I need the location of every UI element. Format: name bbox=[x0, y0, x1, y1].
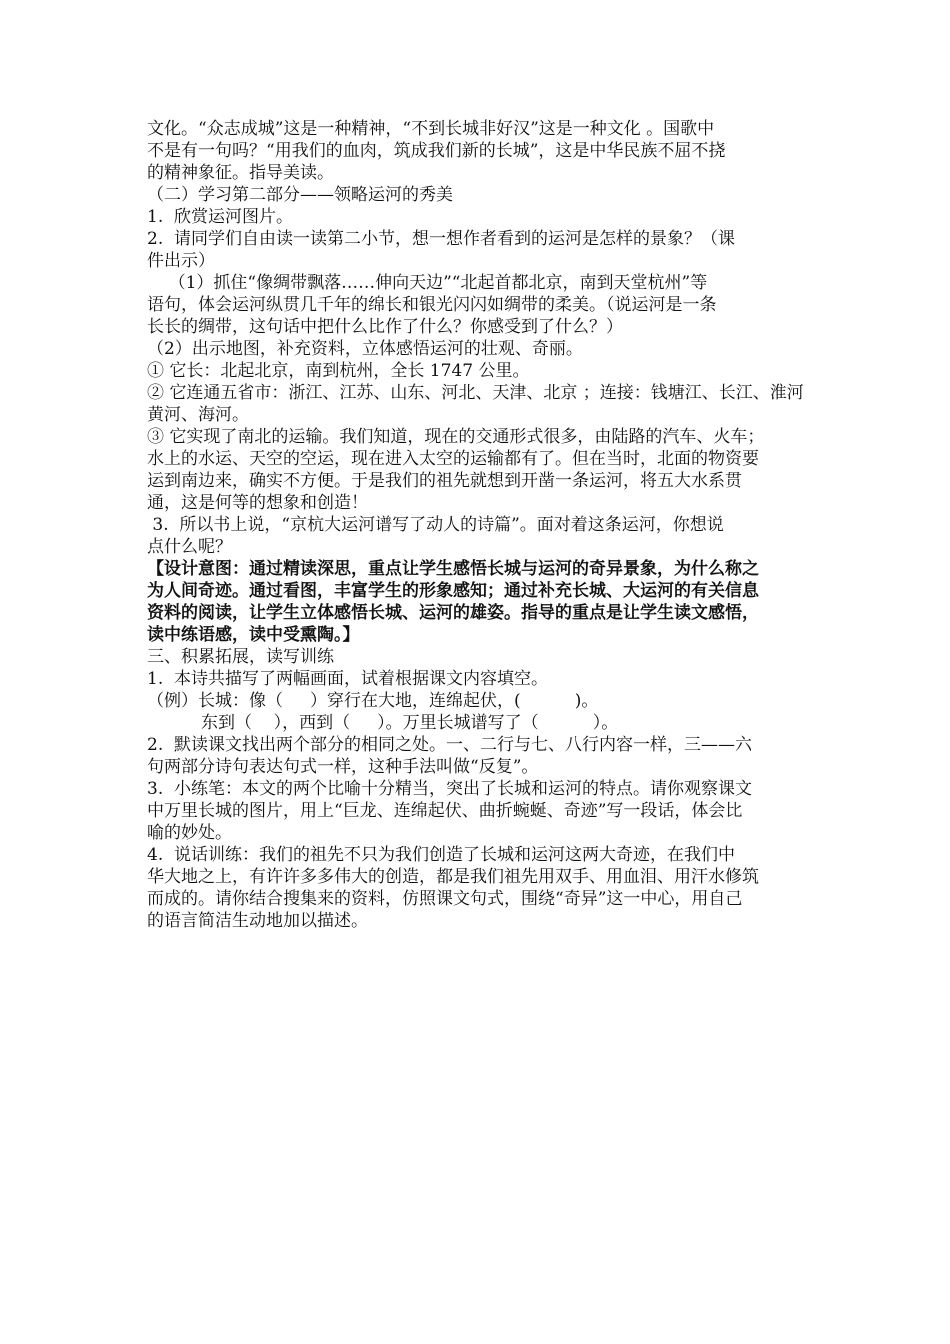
text-line: 喻的妙处。 bbox=[147, 823, 232, 843]
fill-blank-line: （例）长城：像（ ）穿行在大地，连绵起伏，( )。 bbox=[147, 691, 599, 711]
text-line: 4. 说话训练：我们的祖先不只为我们创造了长城和运河这两大奇迹，在我们中 bbox=[147, 845, 736, 865]
text-line: ① 它长：北起北京，南到杭州，全长 1747 公里。 bbox=[147, 361, 530, 381]
text-line: 1. 本诗共描写了两幅画面，试着根据课文内容填空。 bbox=[147, 669, 549, 689]
text-line: 通，这是何等的想象和创造！ bbox=[147, 493, 368, 513]
text-line: 而成的。请你结合搜集来的资料，仿照课文句式，围绕“奇异”这一中心，用自己 bbox=[147, 889, 743, 909]
fill-blank-line: 东到（ ），西到（ ）。万里长城谱写了（ ）。 bbox=[147, 713, 619, 733]
text-line: 华大地之上，有许许多多伟大的创造，都是我们祖先用双手、用血泪、用汗水修筑 bbox=[147, 867, 759, 887]
text-line: ③ 它实现了南北的运输。我们知道，现在的交通形式很多，由陆路的汽车、火车； bbox=[147, 427, 765, 447]
section-heading: （二）学习第二部分——领略运河的秀美 bbox=[147, 185, 453, 205]
text-line: 句两部分诗句表达句式一样，这种手法叫做“反复”。 bbox=[147, 757, 539, 777]
text-line: （2）出示地图，补充资料，立体感悟运河的壮观、奇丽。 bbox=[147, 339, 583, 359]
text-line: 文化。“众志成城”这是一种精神，“不到长城非好汉”这是一种文化 。国歌中 bbox=[147, 119, 715, 139]
text-line: 点什么呢？ bbox=[147, 537, 232, 557]
text-line: 的语言简洁生动地加以描述。 bbox=[147, 911, 368, 931]
text-line: 件出示） bbox=[147, 251, 215, 271]
text-line: 2. 请同学们自由读一读第二小节，想一想作者看到的运河是怎样的景象？（课 bbox=[147, 229, 736, 249]
text-line: （1）抓住“像绸带飘落……伸向天边”“北起首都北京，南到天堂杭州”等 bbox=[147, 273, 708, 293]
text-line: 长长的绸带，这句话中把什么比作了什么？你感受到了什么？） bbox=[147, 317, 623, 337]
design-intent-line: 资料的阅读，让学生立体感悟长城、运河的雄姿。指导的重点是让学生读文感悟， bbox=[147, 603, 759, 623]
text-line: 2. 默读课文找出两个部分的相同之处。一、二行与七、八行内容一样，三——六 bbox=[147, 735, 753, 755]
design-intent-line: 【设计意图：通过精读深思，重点让学生感悟长城与运河的奇异景象，为什么称之 bbox=[147, 559, 759, 579]
text-line: ② 它连通五省市：浙江、江苏、山东、河北、天津、北京 ；连接：钱塘江、长江、淮河 bbox=[147, 383, 804, 403]
design-intent-line: 为人间奇迹。通过看图，丰富学生的形象感知；通过补充长城、大运河的有关信息 bbox=[147, 581, 759, 601]
document-page bbox=[147, 118, 817, 932]
text-line: 1. 欣赏运河图片。 bbox=[147, 207, 294, 227]
text-line: 不是有一句吗？“用我们的血肉，筑成我们新的长城”，这是中华民族不屈不挠 bbox=[147, 141, 726, 161]
text-line: 3. 小练笔：本文的两个比喻十分精当，突出了长城和运河的特点。请你观察课文 bbox=[147, 779, 753, 799]
text-line: 运到南边来，确实不方便。于是我们的祖先就想到开凿一条运河，将五大水系贯 bbox=[147, 471, 742, 491]
text-line: 3. 所以书上说，“京杭大运河谱写了动人的诗篇”。面对着这条运河，你想说 bbox=[147, 515, 724, 535]
text-line: 黄河、海河。 bbox=[147, 405, 249, 425]
text-line: 水上的水运、天空的空运，现在进入太空的运输都有了。但在当时，北面的物资要 bbox=[147, 449, 759, 469]
text-line: 的精神象征。指导美读。 bbox=[147, 163, 334, 183]
text-line: 语句，体会运河纵贯几千年的绵长和银光闪闪如绸带的柔美。（说运河是一条 bbox=[147, 295, 717, 315]
design-intent-line: 读中练语感，读中受熏陶。】 bbox=[147, 625, 360, 645]
section-heading: 三、积累拓展，读写训练 bbox=[147, 647, 334, 667]
text-line: 中万里长城的图片，用上“巨龙、连绵起伏、曲折蜿蜒、奇迹”写一段话，体会比 bbox=[147, 801, 743, 821]
